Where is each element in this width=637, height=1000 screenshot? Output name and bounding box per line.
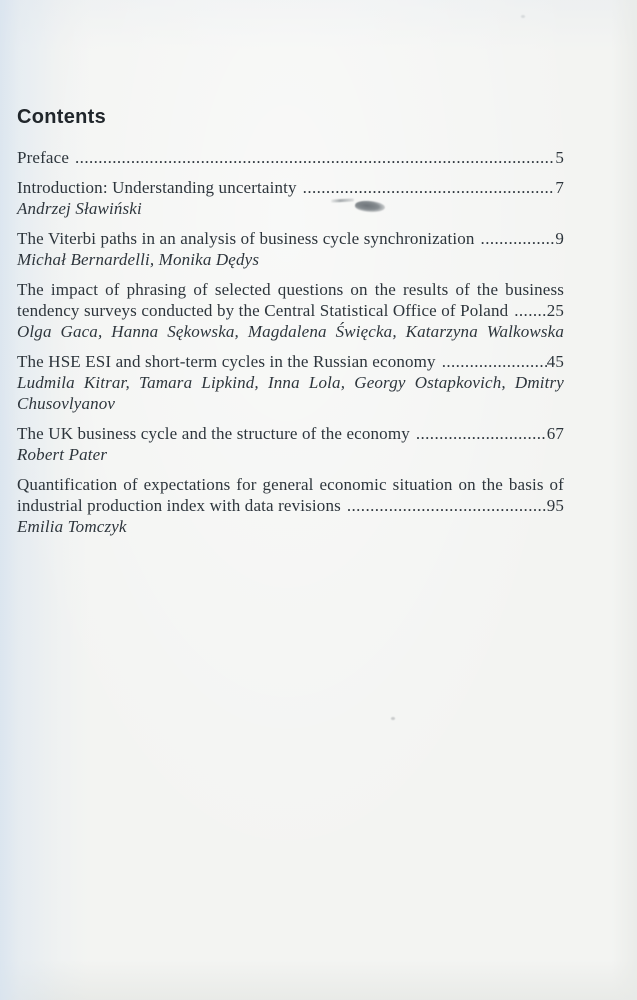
- dot-leader: [475, 228, 556, 249]
- page-number: 25: [546, 301, 564, 320]
- page-number: 67: [546, 424, 564, 443]
- dot-leader: [297, 177, 556, 198]
- page-number: 5: [555, 148, 564, 167]
- page-number: 95: [546, 496, 564, 515]
- entry-authors: Emilia Tomczyk: [17, 517, 127, 536]
- dot-leader: [69, 147, 555, 168]
- entry-title: Preface: [17, 148, 70, 167]
- entry-title-row: [17, 423, 564, 444]
- entry-authors: Michał Bernardelli, Monika Dędys: [17, 250, 260, 269]
- entry-title: The Viterbi paths in an analysis of business cycle synchronization: [17, 229, 475, 248]
- dot-leader: [508, 300, 546, 321]
- toc-entry-uk-business-cycle: [17, 423, 564, 465]
- entry-authors-line-2: Chusovlyanov: [17, 394, 116, 413]
- entry-title-row: [17, 177, 564, 198]
- entry-title-row: [17, 300, 564, 321]
- entry-title-line: The impact of phrasing of selected questions on the results of the business: [17, 280, 564, 299]
- page-number: 45: [546, 352, 564, 371]
- page-title: Contents: [17, 106, 107, 128]
- toc-entry-preface: [17, 147, 564, 168]
- toc-entry-impact-of-phrasing: [17, 279, 564, 342]
- entry-title-row: [17, 147, 564, 168]
- paper-speck: [391, 717, 395, 720]
- entry-title: Introduction: Understanding uncertainty: [17, 178, 297, 197]
- toc-entry-introduction: [17, 177, 564, 219]
- entry-authors-line-1: Ludmila Kitrar, Tamara Lipkind, Inna Lola, Georgy Ostapkovich, Dmitry: [17, 373, 564, 392]
- toc-entry-viterbi: [17, 228, 564, 270]
- entry-title-line: Quantification of expectations for general economic situation on the basis of: [17, 475, 564, 494]
- entry-title: The HSE ESI and short-term cycles in the Russian economy: [17, 352, 436, 371]
- entry-authors: Robert Pater: [17, 445, 108, 464]
- entry-title-row: [17, 495, 564, 516]
- dot-leader: [410, 423, 547, 444]
- page-number: 9: [555, 229, 564, 248]
- entry-title: The UK business cycle and the structure of the economy: [17, 424, 410, 443]
- entry-authors: Andrzej Sławiński: [17, 199, 142, 218]
- contents-page: [17, 0, 564, 537]
- dot-leader: [341, 495, 547, 516]
- toc-entry-hse-esi: [17, 351, 564, 414]
- entry-title: industrial production index with data revisions: [17, 496, 341, 515]
- entry-title-row: [17, 351, 564, 372]
- entry-title: tendency surveys conducted by the Central Statistical Office of Poland: [17, 301, 509, 320]
- paper-speck: [521, 15, 525, 18]
- page-number: 7: [555, 178, 564, 197]
- entry-authors: Olga Gaca, Hanna Sękowska, Magdalena Święcka, Katarzyna Walkowska: [17, 322, 564, 341]
- toc-entry-quantification: [17, 474, 564, 537]
- entry-title-row: [17, 228, 564, 249]
- dot-leader: [436, 351, 547, 372]
